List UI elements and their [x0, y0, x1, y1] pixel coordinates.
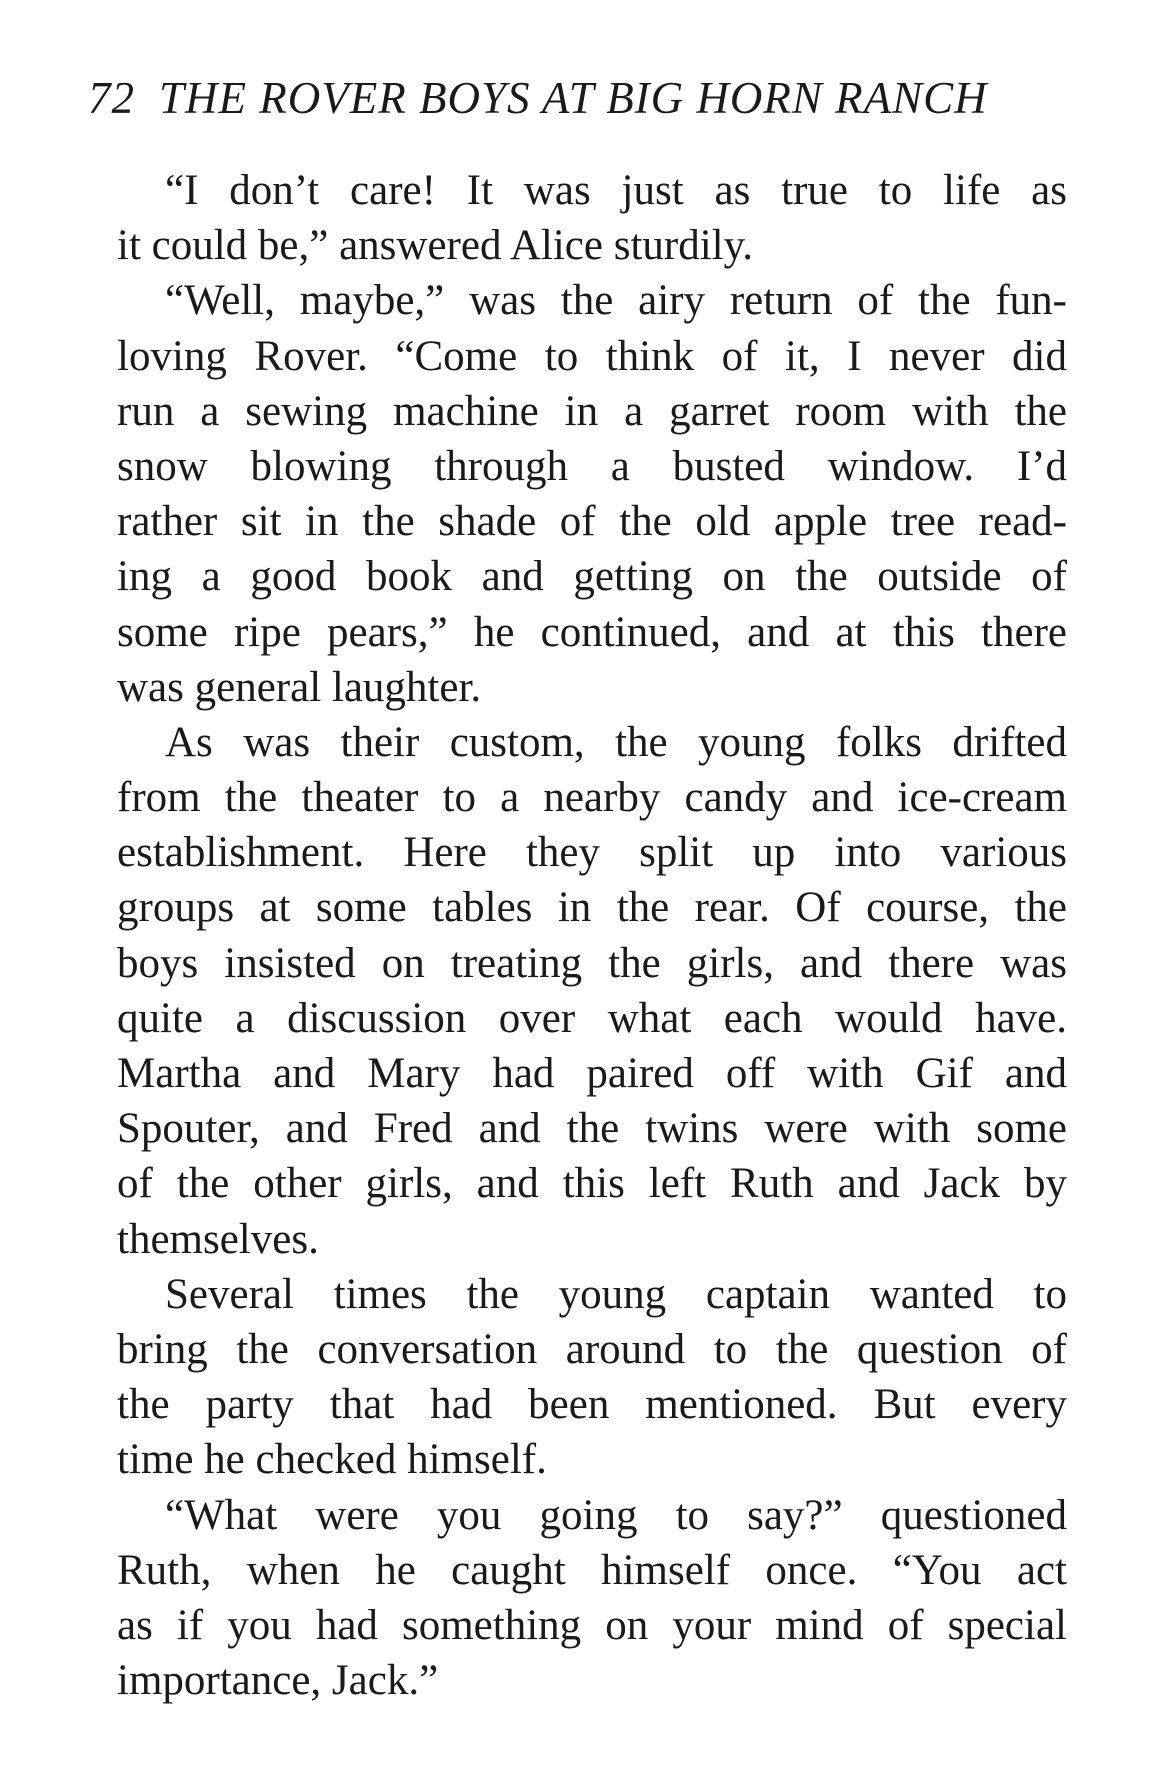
text-line: Martha and Mary had paired off with Gif and	[117, 1050, 1067, 1097]
text-line: the party that had been mentioned. But every	[117, 1381, 1067, 1429]
text-line: “Well, maybe,” was the airy return of the fun-	[165, 277, 1067, 325]
text-line: time he checked himself.	[117, 1436, 547, 1484]
text-line: some ripe pears,” he continued, and at this there	[117, 608, 1067, 656]
text-line: As was their custom, the young folks drifted	[165, 718, 1067, 766]
page-number: 72	[88, 73, 135, 123]
text-line: it could be,” answered Alice sturdily.	[117, 222, 754, 270]
text-line: “I don’t care! It was just as true to life as	[165, 167, 1067, 214]
text-line: of the other girls, and this left Ruth and Jack by	[117, 1160, 1067, 1208]
text-line: was general laughter.	[117, 663, 482, 711]
text-line: groups at some tables in the rear. Of course, the	[117, 884, 1067, 932]
text-line: boys insisted on treating the girls, and there was	[117, 939, 1067, 987]
text-line: run a sewing machine in a garret room with the	[117, 387, 1067, 435]
text-line: Spouter, and Fred and the twins were with some	[117, 1105, 1067, 1153]
text-line: quite a discussion over what each would have.	[117, 994, 1067, 1042]
text-line: “What were you going to say?” questioned	[165, 1491, 1067, 1539]
text-line: establishment. Here they split up into various	[117, 829, 1067, 877]
text-line: Ruth, when he caught himself once. “You act	[117, 1546, 1067, 1594]
text-line: loving Rover. “Come to think of it, I never did	[117, 332, 1067, 380]
text-line: Several times the young captain wanted to	[165, 1270, 1067, 1318]
text-line: as if you had something on your mind of special	[117, 1601, 1067, 1649]
text-line: bring the conversation around to the question of	[117, 1325, 1067, 1373]
running-head: THE ROVER BOYS AT BIG HORN RANCH	[159, 73, 988, 123]
text-line: rather sit in the shade of the old apple tree read-	[117, 498, 1067, 546]
text-line: snow blowing through a busted window. I’d	[117, 442, 1067, 490]
body-text	[117, 163, 1067, 1708]
page-header	[88, 68, 1018, 128]
text-line: importance, Jack.”	[117, 1657, 439, 1705]
text-line: themselves.	[117, 1215, 319, 1263]
text-line: ing a good book and getting on the outside of	[117, 553, 1067, 601]
text-line: from the theater to a nearby candy and ice-cream	[117, 774, 1067, 822]
